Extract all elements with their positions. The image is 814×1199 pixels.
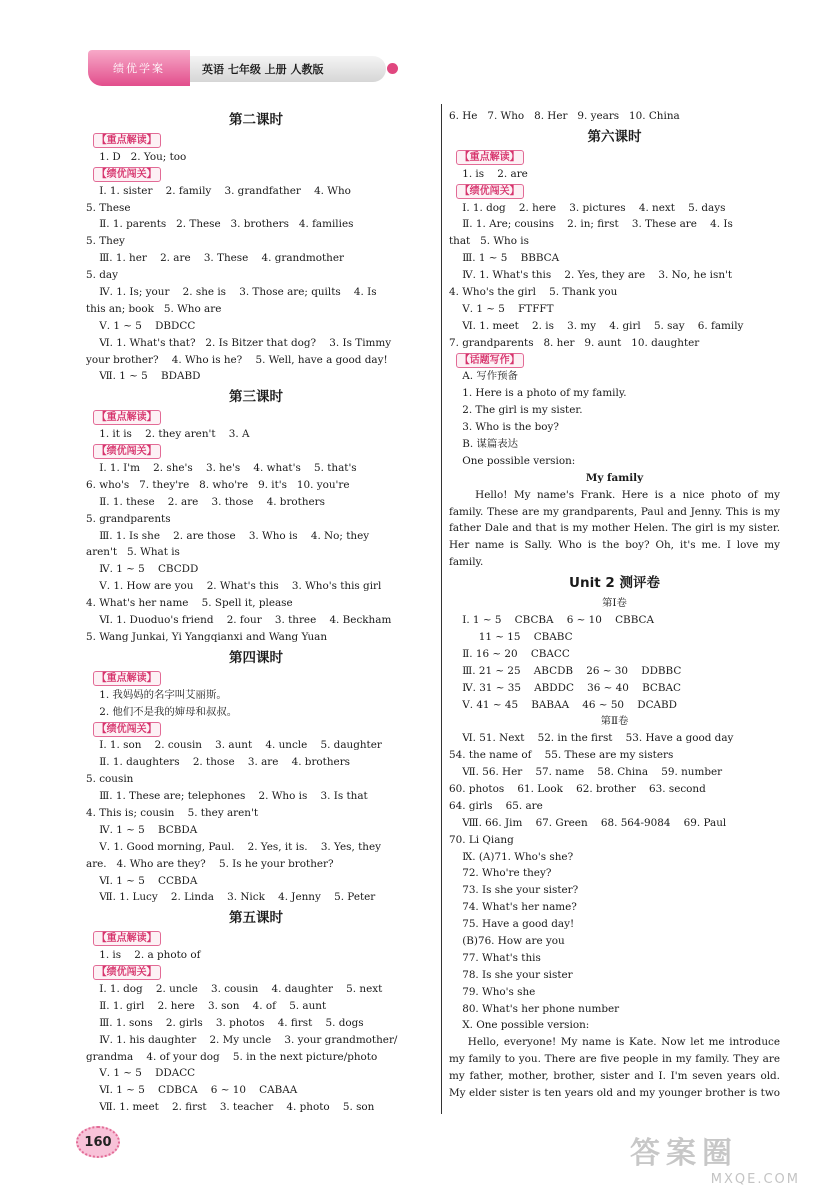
section-tag [86, 166, 426, 183]
book-info: 英语 七年级 上册 人教版 [190, 56, 386, 82]
answer-line: Ⅲ. 1. her 2. are 3. These 4. grandmother [86, 252, 344, 265]
answer-line: 77. What's this [449, 951, 541, 964]
answer-line: Ⅹ. One possible version: [449, 1019, 590, 1032]
answer-line: Ⅲ. 1. sons 2. girls 3. photos 4. first 5. dogs [86, 1016, 364, 1029]
section-tag [86, 670, 426, 687]
answer-line: 11 ~ 15 CBABC [449, 630, 573, 643]
answer-line: Ⅶ. 1. meet 2. first 3. teacher 4. photo 5. son [86, 1101, 375, 1114]
section-tag-label: 【重点解读】 [456, 150, 524, 165]
answer-line: Ⅵ. 51. Next 52. in the first 53. Have a good day [449, 732, 734, 745]
answer-line: Ⅵ. 1. meet 2. is 3. my 4. girl 5. say 6. family [449, 319, 744, 332]
answer-line: your brother? 4. Who is he? 5. Well, have a good day! [86, 353, 388, 366]
answer-line: Ⅰ. 1. dog 2. uncle 3. cousin 4. daughter 5. next [86, 982, 383, 995]
answer-line: this an; book 5. Who are [86, 302, 222, 315]
answer-line: 1. D 2. You; too [86, 150, 187, 163]
answer-line: 5. Wang Junkai, Yi Yangqianxi and Wang Yuan [86, 630, 328, 643]
section-tag-label: 【绩优闯关】 [93, 722, 161, 737]
column-divider [441, 104, 442, 1114]
answer-line: Ⅶ. 56. Her 57. name 58. China 59. number [449, 766, 723, 779]
answer-line: 4. What's her name 5. Spell it, please [86, 597, 293, 610]
answer-line: 1. it is 2. they aren't 3. A [86, 428, 250, 441]
answer-line: Ⅳ. 1. Is; your 2. she is 3. Those are; quilts 4. Is [86, 286, 377, 299]
watermark [630, 1128, 800, 1192]
answer-line: grandma 4. of your dog 5. in the next picture/photo [86, 1050, 378, 1063]
answer-line: that 5. Who is [449, 235, 529, 248]
section-tag-label: 【绩优闯关】 [93, 167, 161, 182]
answer-line: Ⅰ. 1. dog 2. here 3. pictures 4. next 5. days [449, 201, 726, 214]
answer-line: A. 写作预备 [449, 370, 518, 383]
answer-line: (B)76. How are you [449, 934, 565, 947]
part-label: 第Ⅱ卷 [600, 715, 629, 728]
answer-line: Ⅷ. 66. Jim 67. Green 68. 564-9084 69. Paul [449, 816, 727, 829]
watermark-url: MXQE.COM [710, 1172, 800, 1187]
answer-line: Ⅳ. 1. What's this 2. Yes, they are 3. No, he isn't [449, 269, 733, 282]
page-number: 160 [76, 1126, 120, 1158]
answer-line: Ⅲ. 1 ~ 5 BBBCA [449, 252, 560, 265]
left-column [86, 108, 426, 1116]
answer-line: Ⅰ. 1. I'm 2. she's 3. he's 4. what's 5. that's [86, 462, 357, 475]
answer-line: 4. This is; cousin 5. they aren't [86, 806, 259, 819]
essay-line: Hello, everyone! My name is Kate. Now let me introduce [449, 1036, 780, 1049]
section-tag [449, 183, 780, 200]
section-tag [86, 721, 426, 738]
section-tag-label: 【重点解读】 [93, 671, 161, 686]
essay-line: My elder sister is ten years old and my younger brother is two [449, 1086, 780, 1099]
answer-line: 78. Is she your sister [449, 968, 573, 981]
answer-line: are. 4. Who are they? 5. Is he your brother? [86, 857, 334, 870]
answer-line: Ⅳ. 31 ~ 35 ABDDC 36 ~ 40 BCBAC [449, 681, 681, 694]
answer-line: 1. is 2. are [449, 167, 528, 180]
answer-line: Ⅳ. 1. his daughter 2. My uncle 3. your grandmother/ [86, 1033, 398, 1046]
section-tag [449, 149, 780, 166]
answer-line: Ⅵ. 1. What's that? 2. Is Bitzer that dog? 3. Is Timmy [86, 336, 392, 349]
section-tag-label: 【重点解读】 [93, 410, 161, 425]
answer-line: 1. 我妈妈的名字叫艾丽斯。 [86, 688, 227, 701]
answer-line: Ⅰ. 1 ~ 5 CBCBA 6 ~ 10 CBBCA [449, 614, 654, 627]
section-title: 第二课时 [229, 112, 283, 128]
answer-line: 2. 他们不是我的婶母和叔叔。 [86, 705, 238, 718]
essay-line: Her name is Sally. Who is the boy? Oh, it's me. I love my [449, 539, 780, 552]
answer-line: Ⅲ. 1. These are; telephones 2. Who is 3. Is that [86, 790, 368, 803]
section-title: Unit 2 测评卷 [569, 575, 660, 592]
header-dot-icon [387, 63, 398, 74]
answer-line: Ⅸ. (A)71. Who's she? [449, 850, 574, 863]
answer-line: 75. Have a good day! [449, 918, 575, 931]
answer-line: Ⅶ. 1. Lucy 2. Linda 3. Nick 4. Jenny 5. Peter [86, 891, 376, 904]
watermark-text: 答案圈 [630, 1136, 738, 1171]
answer-line: 6. He 7. Who 8. Her 9. years 10. China [449, 110, 680, 122]
answer-line: One possible version: [449, 454, 576, 467]
right-column [449, 108, 780, 1102]
answer-line: Ⅱ. 1. Are; cousins 2. in; first 3. These are 4. Is [449, 218, 733, 231]
section-title: 第三课时 [229, 389, 283, 406]
essay-line: my father, mother, brother, sister and I. I'm seven years old. [449, 1070, 780, 1083]
answer-line: 2. The girl is my sister. [449, 404, 583, 417]
page-number-badge [76, 1126, 118, 1156]
answer-line: Ⅶ. 1 ~ 5 BDABD [86, 370, 201, 383]
answer-line: Ⅵ. 1 ~ 5 CCBDA [86, 874, 198, 887]
answer-line: 72. Who're they? [449, 867, 552, 880]
answer-line: 5. These [86, 201, 131, 214]
answer-line: Ⅳ. 1 ~ 5 CBCDD [86, 563, 199, 576]
answer-line: 54. the name of 55. These are my sisters [449, 749, 674, 762]
part-label: 第Ⅰ卷 [602, 597, 627, 610]
answer-line: Ⅱ. 1. parents 2. These 3. brothers 4. families [86, 218, 354, 231]
answer-line: Ⅰ. 1. sister 2. family 3. grandfather 4. Who [86, 184, 351, 197]
answer-line: Ⅰ. 1. son 2. cousin 3. aunt 4. uncle 5. daughter [86, 739, 382, 752]
answer-line: 64. girls 65. are [449, 799, 543, 812]
section-title: 第四课时 [229, 649, 283, 666]
section-tag-label: 【话题写作】 [456, 353, 524, 368]
section-title: 第五课时 [229, 910, 283, 927]
answer-line: 80. What's her phone number [449, 1002, 620, 1015]
answer-line: Ⅴ. 41 ~ 45 BABAA 46 ~ 50 DCABD [449, 698, 678, 711]
answer-line: 60. photos 61. Look 62. brother 63. second [449, 782, 706, 795]
section-tag-label: 【绩优闯关】 [456, 184, 524, 199]
brand-label: 绩优学案 [88, 50, 190, 86]
answer-line: B. 谋篇表达 [449, 438, 519, 451]
answer-line: 6. who's 7. they're 8. who're 9. it's 10. you're [86, 478, 350, 491]
answer-line: 5. cousin [86, 773, 134, 786]
section-tag [86, 964, 426, 981]
answer-line: Ⅵ. 1. Duoduo's friend 2. four 3. three 4. Beckham [86, 614, 392, 627]
answer-line: 5. They [86, 235, 125, 248]
answer-line: family. [449, 556, 484, 569]
answer-line: Ⅱ. 1. daughters 2. those 3. are 4. brothers [86, 756, 350, 769]
answer-line: 4. Who's the girl 5. Thank you [449, 286, 618, 299]
section-tag [86, 930, 426, 947]
page-header [88, 50, 398, 86]
essay-title: My family [585, 471, 644, 484]
answer-line: Ⅳ. 1 ~ 5 BCBDA [86, 823, 198, 836]
section-tag [449, 352, 780, 369]
answer-line: Ⅵ. 1 ~ 5 CDBCA 6 ~ 10 CABAA [86, 1084, 298, 1097]
section-tag-label: 【绩优闯关】 [93, 444, 161, 459]
answer-line: Ⅱ. 1. girl 2. here 3. son 4. of 5. aunt [86, 999, 327, 1012]
answer-line: 5. day [86, 269, 118, 282]
essay-line: father Dale and that is my mother Helen. The girl is my sister. [449, 522, 780, 535]
answer-line: aren't 5. What is [86, 546, 180, 559]
answer-line: Ⅴ. 1 ~ 5 DBDCC [86, 319, 196, 332]
answer-line: 79. Who's she [449, 985, 536, 998]
answer-line: 3. Who is the boy? [449, 421, 559, 434]
answer-line: Ⅱ. 16 ~ 20 CBACC [449, 647, 570, 660]
answer-line: 1. Here is a photo of my family. [449, 387, 627, 400]
answer-line: Ⅲ. 21 ~ 25 ABCDB 26 ~ 30 DDBBC [449, 664, 682, 677]
answer-line: Ⅱ. 1. these 2. are 3. those 4. brothers [86, 495, 325, 508]
answer-line: Ⅴ. 1 ~ 5 DDACC [86, 1067, 196, 1080]
section-tag [86, 443, 426, 460]
answer-line: 70. Li Qiang [449, 833, 514, 846]
section-tag [86, 132, 426, 149]
section-tag-label: 【重点解读】 [93, 133, 161, 148]
answer-line: Ⅴ. 1. Good morning, Paul. 2. Yes, it is. 3. Yes, they [86, 840, 381, 853]
section-title: 第六课时 [587, 128, 642, 145]
essay-line: family. These are my grandparents, Paul and Jenny. This is my [449, 505, 780, 518]
answer-line: Ⅴ. 1 ~ 5 FTFFT [449, 302, 554, 315]
essay-line: my family to you. There are five people in my family. They are [449, 1053, 780, 1066]
section-tag-label: 【重点解读】 [93, 931, 161, 946]
answer-line: 73. Is she your sister? [449, 884, 579, 897]
answer-line: Ⅴ. 1. How are you 2. What's this 3. Who's this girl [86, 580, 382, 593]
answer-line: 7. grandparents 8. her 9. aunt 10. daughter [449, 336, 700, 349]
essay-line: Hello! My name's Frank. Here is a nice photo of my [449, 488, 780, 501]
section-tag [86, 409, 426, 426]
answer-line: 5. grandparents [86, 512, 171, 525]
section-tag-label: 【绩优闯关】 [93, 965, 161, 980]
answer-line: Ⅲ. 1. Is she 2. are those 3. Who is 4. No; they [86, 529, 370, 542]
answer-line: 1. is 2. a photo of [86, 949, 201, 962]
answer-line: 74. What's her name? [449, 901, 577, 914]
